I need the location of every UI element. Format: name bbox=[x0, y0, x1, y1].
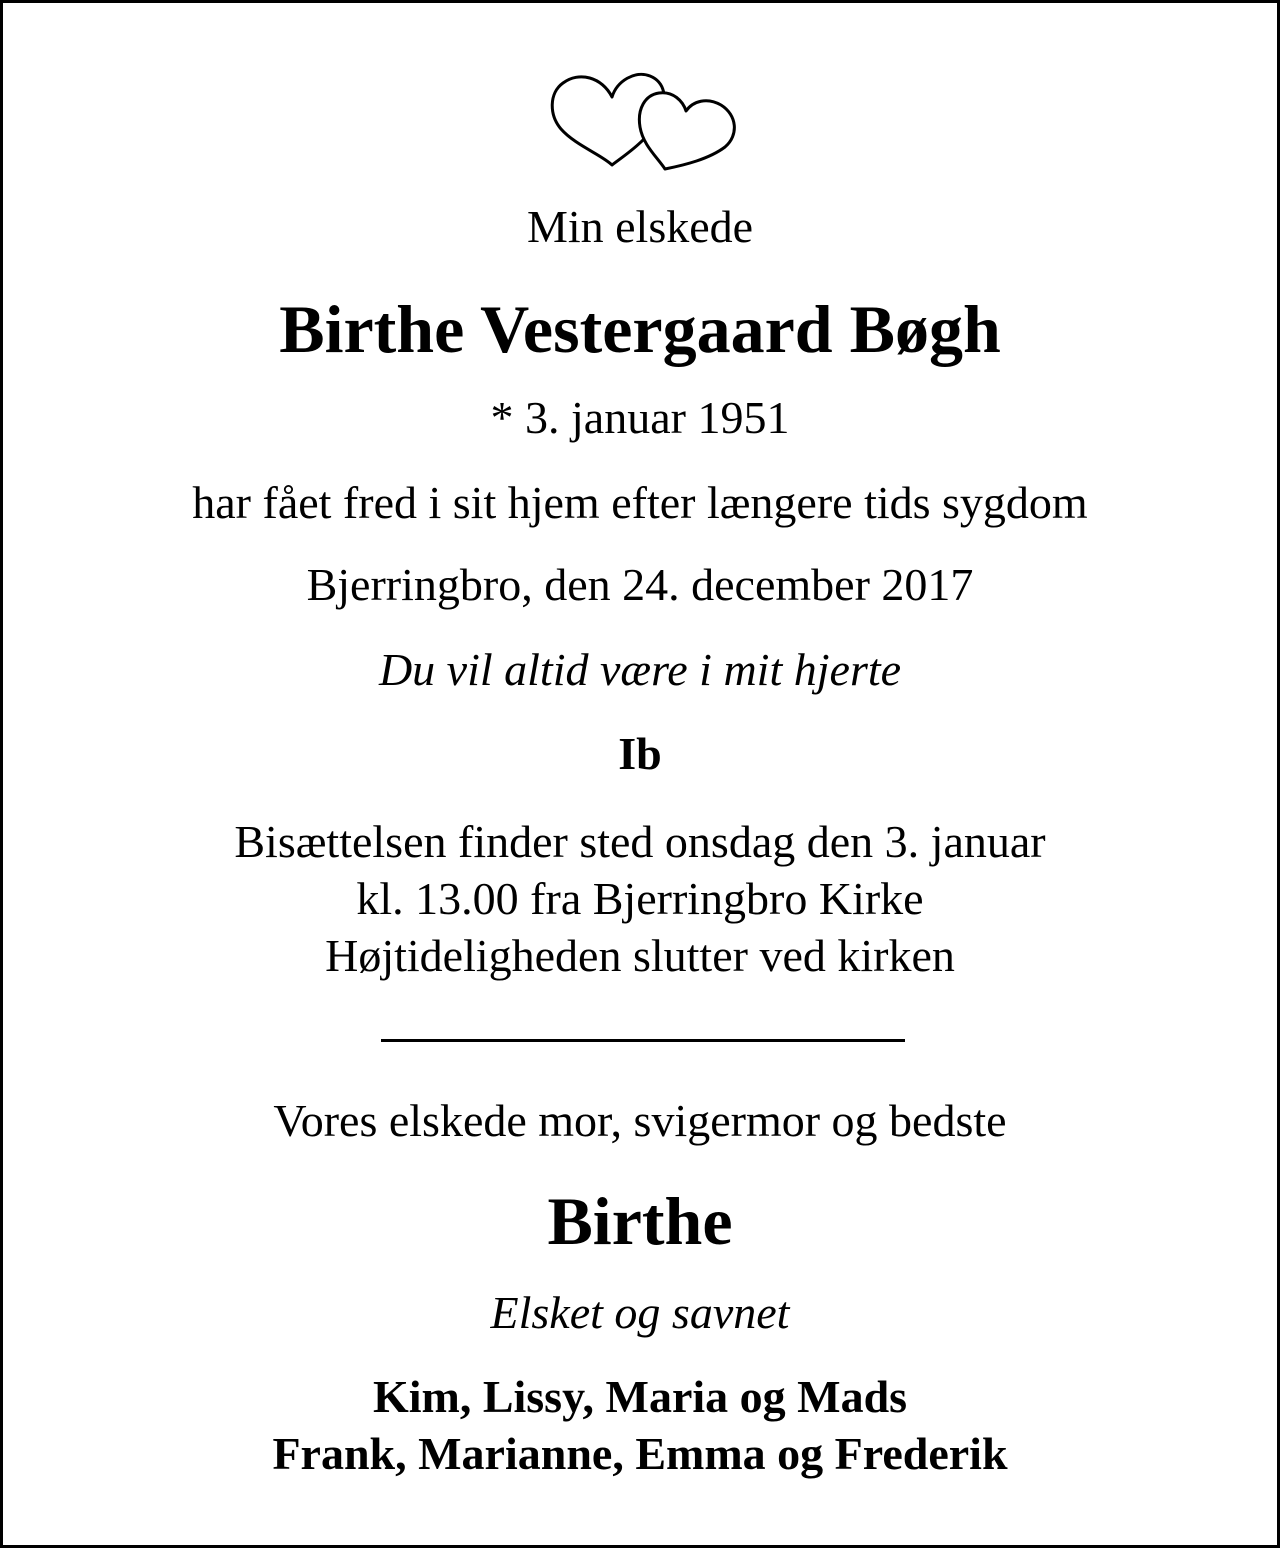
funeral-details bbox=[3, 813, 1277, 984]
birth-date: * 3. januar 1951 bbox=[490, 392, 790, 443]
deceased-first-name: Birthe bbox=[547, 1183, 733, 1259]
family-signatures bbox=[3, 1368, 1277, 1482]
notice-intro: Min elskede bbox=[526, 201, 754, 252]
funeral-line: kl. 13.00 fra Bjerringbro Kirke bbox=[356, 873, 924, 924]
family-notice-intro: Vores elskede mor, svigermor og bedste bbox=[273, 1095, 1007, 1146]
funeral-line: Bisættelsen finder sted onsdag den 3. januar bbox=[234, 816, 1046, 867]
passing-text: har fået fred i sit hjem efter længere tids sygdom bbox=[192, 477, 1088, 528]
family-signature-line: Frank, Marianne, Emma og Frederik bbox=[272, 1428, 1008, 1479]
family-signature-line: Kim, Lissy, Maria og Mads bbox=[372, 1371, 908, 1422]
two-hearts-icon bbox=[547, 67, 739, 171]
memorial-verse: Du vil altid være i mit hjerte bbox=[378, 644, 902, 695]
section-divider bbox=[381, 1039, 905, 1042]
deceased-full-name: Birthe Vestergaard Bøgh bbox=[279, 291, 1001, 367]
place-and-date: Bjerringbro, den 24. december 2017 bbox=[306, 559, 974, 610]
family-verse: Elsket og savnet bbox=[490, 1287, 790, 1338]
funeral-line: Højtideligheden slutter ved kirken bbox=[325, 930, 955, 981]
signed-by: Ib bbox=[618, 728, 662, 779]
